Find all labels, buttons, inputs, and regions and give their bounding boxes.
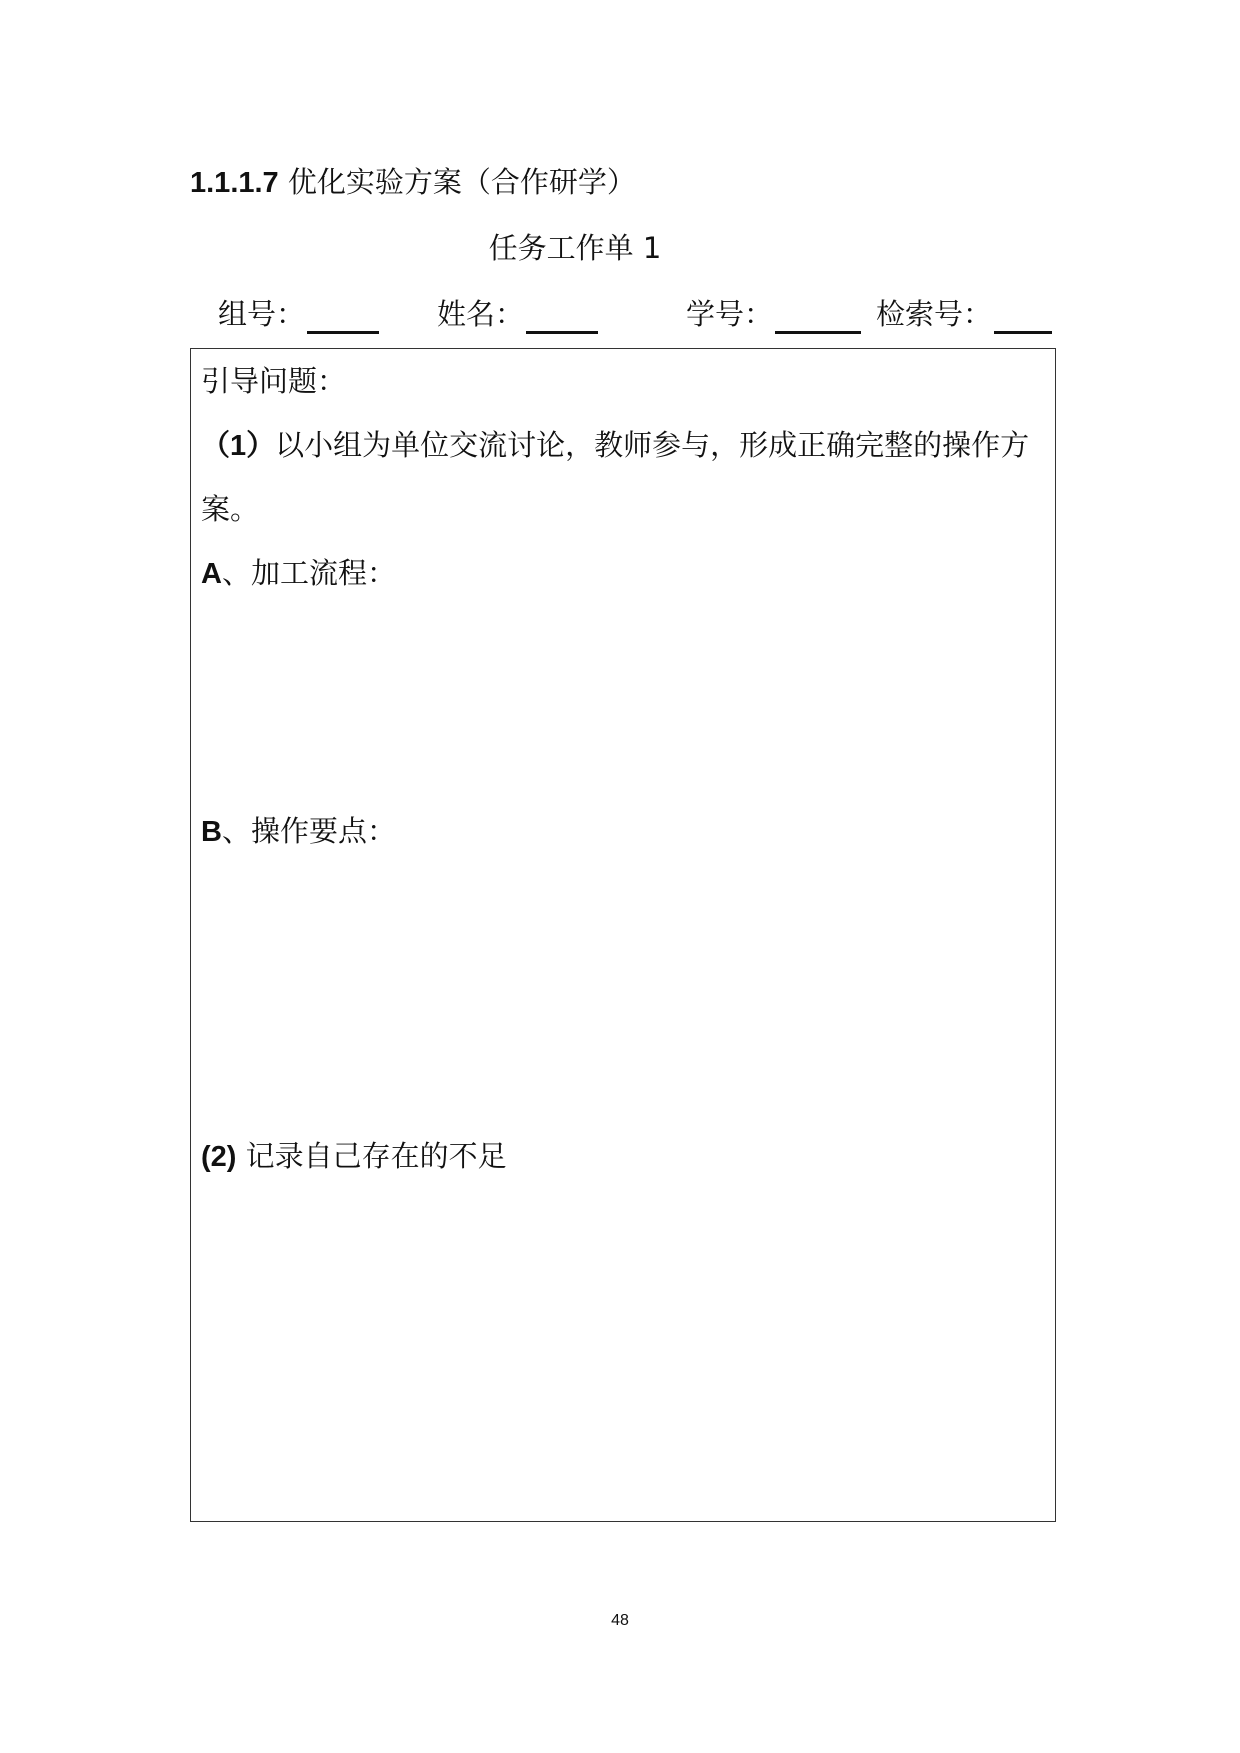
section-number: 1.1.1.7 — [190, 167, 279, 199]
question-1-line-1 — [201, 425, 1029, 466]
item-b-marker: B — [201, 816, 222, 848]
name-blank[interactable] — [526, 295, 598, 334]
question-1-text: 以小组为单位交流讨论，教师参与，形成正确完整的操作方 — [275, 428, 1030, 462]
question-2-text: 记录自己存在的不足 — [245, 1139, 507, 1173]
item-a-marker: A — [201, 558, 222, 590]
index-number-blank[interactable] — [994, 295, 1052, 334]
index-number-label: 检索号： — [876, 297, 993, 331]
name-label: 姓名： — [437, 297, 525, 331]
question-1-marker: （1） — [201, 430, 276, 462]
guide-question-heading: 引导问题： — [201, 364, 347, 398]
student-id-field — [686, 294, 861, 334]
student-id-blank[interactable] — [775, 295, 861, 334]
question-1-line-2: 案。 — [201, 492, 260, 526]
section-heading — [190, 162, 636, 203]
group-number-label: 组号： — [218, 297, 306, 331]
group-number-field — [218, 294, 379, 334]
item-b-label: 、操作要点： — [221, 814, 396, 848]
group-number-blank[interactable] — [307, 295, 379, 334]
item-a-label: 、加工流程： — [221, 556, 396, 590]
index-number-field — [876, 294, 1052, 334]
question-2-marker: (2) — [201, 1141, 237, 1173]
name-field — [437, 294, 598, 334]
operation-points-label — [201, 811, 396, 852]
section-title: 优化实验方案（合作研学） — [287, 165, 636, 199]
worksheet-title: 任务工作单 1 — [488, 231, 662, 265]
student-id-label: 学号： — [686, 297, 774, 331]
page-number: 48 — [611, 1612, 629, 1629]
student-info-row — [0, 294, 1240, 338]
question-2-line — [201, 1136, 507, 1177]
processing-flow-label — [201, 553, 396, 594]
worksheet-box — [190, 348, 1056, 1522]
